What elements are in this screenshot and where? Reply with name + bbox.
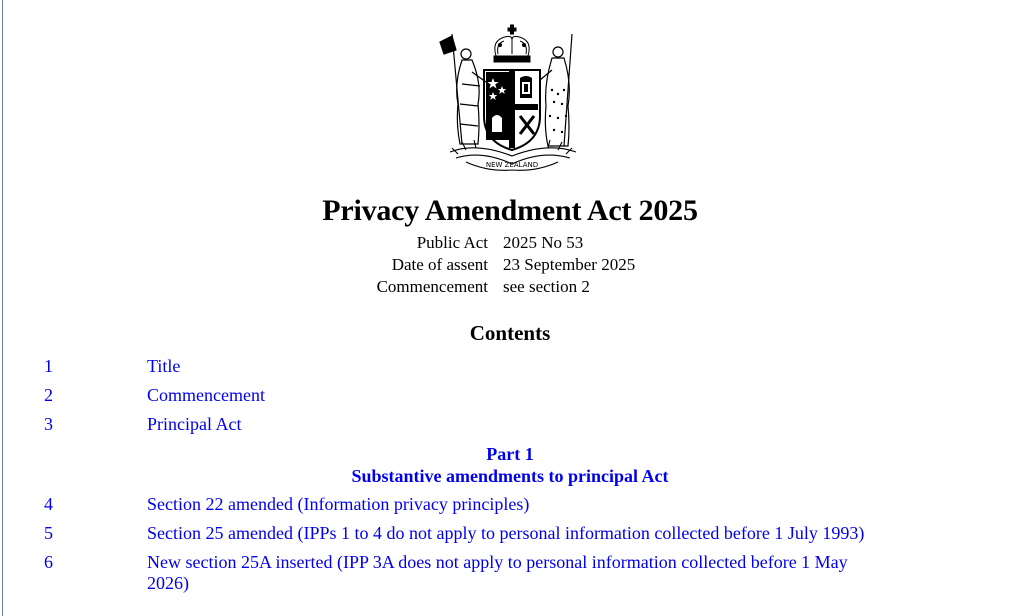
toc-item-2-commencement[interactable] bbox=[0, 385, 1020, 406]
document-title: Privacy Amendment Act 2025 bbox=[322, 194, 698, 227]
toc-item-1-title[interactable] bbox=[0, 356, 1020, 377]
toc-item-link[interactable]: New section 25A inserted (IPP 3A does not apply to personal information collected before 1 May 2026) bbox=[147, 552, 848, 593]
toc-item-6-new-section-25a[interactable] bbox=[0, 552, 1020, 594]
nz-coat-of-arms-logo bbox=[436, 24, 588, 176]
meta-value: 23 September 2025 bbox=[503, 255, 636, 274]
meta-row-date-of-assent bbox=[0, 254, 1020, 276]
crest-motto-text: NEW ZEALAND bbox=[485, 161, 539, 169]
toc-item-link[interactable]: Section 25 amended (IPPs 1 to 4 do not apply to personal information collected before 1 July 1993) bbox=[147, 523, 865, 543]
meta-value: 2025 No 53 bbox=[503, 233, 584, 252]
meta-label: Date of assent bbox=[391, 255, 488, 274]
toc-item-3-principal-act[interactable] bbox=[0, 414, 1020, 435]
toc-item-link[interactable]: Title bbox=[147, 356, 181, 376]
table-of-contents bbox=[0, 356, 1020, 602]
toc-part-1-heading[interactable] bbox=[0, 443, 1020, 487]
toc-item-number: 3 bbox=[44, 414, 53, 434]
toc-part-title[interactable]: Substantive amendments to principal Act bbox=[351, 466, 669, 486]
meta-label: Commencement bbox=[376, 277, 488, 296]
toc-item-5-section-25[interactable] bbox=[0, 523, 1020, 544]
meta-value: see section 2 bbox=[503, 277, 590, 296]
toc-part-label[interactable]: Part 1 bbox=[486, 444, 534, 464]
toc-item-link[interactable]: Principal Act bbox=[147, 414, 242, 434]
toc-item-number: 1 bbox=[44, 356, 53, 376]
toc-item-4-section-22[interactable] bbox=[0, 494, 1020, 515]
document-metadata bbox=[0, 232, 1020, 298]
meta-row-commencement bbox=[0, 276, 1020, 298]
toc-item-number: 4 bbox=[44, 494, 53, 514]
toc-item-number: 6 bbox=[44, 552, 53, 572]
toc-item-link[interactable]: Commencement bbox=[147, 385, 265, 405]
contents-heading: Contents bbox=[469, 321, 551, 345]
meta-label: Public Act bbox=[416, 233, 488, 252]
meta-row-public-act bbox=[0, 232, 1020, 254]
toc-item-number: 2 bbox=[44, 385, 53, 405]
toc-item-link[interactable]: Section 22 amended (Information privacy principles) bbox=[147, 494, 530, 514]
toc-item-number: 5 bbox=[44, 523, 53, 543]
